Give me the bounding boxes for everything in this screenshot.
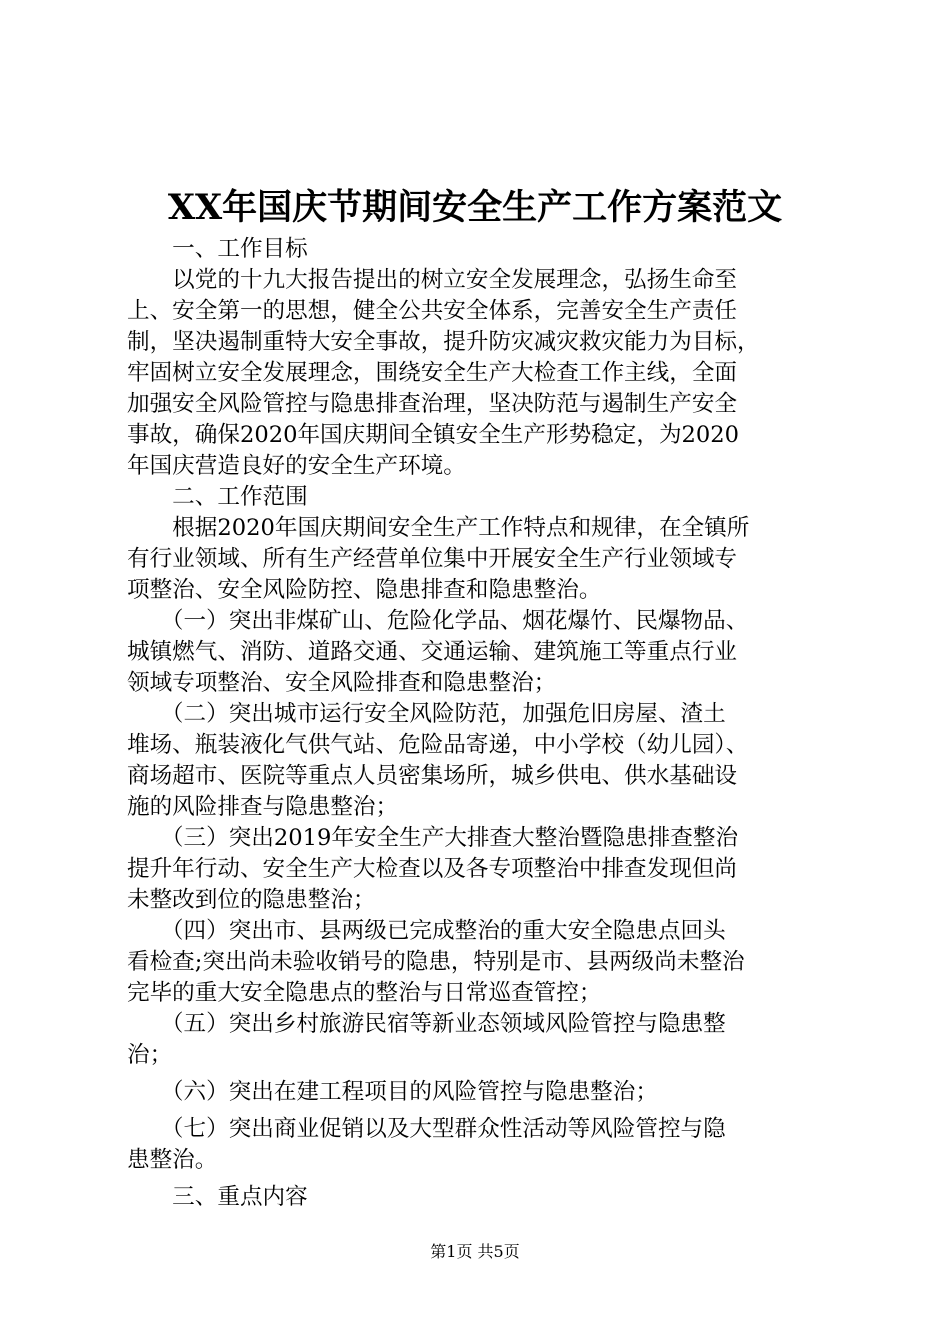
- list-item-line: （三）突出2019年安全生产大排查大整治暨隐患排查整治: [127, 825, 739, 851]
- paragraph-line: 牢固树立安全发展理念，围绕安全生产大检查工作主线，全面: [127, 360, 738, 386]
- paragraph-line: 以党的十九大报告提出的树立安全发展理念，弘扬生命至: [127, 267, 738, 293]
- section-heading-2: 二、工作范围: [127, 484, 308, 510]
- paragraph-line: 年国庆营造良好的安全生产环境。: [127, 453, 466, 479]
- list-item-line: 看检查;突出尚未验收销号的隐患，特别是市、县两级尚未整治: [127, 949, 745, 975]
- list-item-line: （七）突出商业促销以及大型群众性活动等风险管控与隐: [127, 1116, 726, 1142]
- page-footer: 第1页 共5页: [430, 1242, 520, 1261]
- list-item-line: （六）突出在建工程项目的风险管控与隐患整治；: [127, 1079, 658, 1105]
- list-item-line: （四）突出市、县两级已完成整治的重大安全隐患点回头: [127, 918, 726, 944]
- list-item-line: 领域专项整治、安全风险排查和隐患整治；: [127, 670, 557, 696]
- list-item-line: （五）突出乡村旅游民宿等新业态领域风险管控与隐患整: [127, 1011, 726, 1037]
- list-item-line: （一）突出非煤矿山、危险化学品、烟花爆竹、民爆物品、: [127, 608, 749, 634]
- paragraph-line: 有行业领域、所有生产经营单位集中开展安全生产行业领域专: [127, 546, 738, 572]
- list-item-line: 未整改到位的隐患整治；: [127, 887, 376, 913]
- paragraph-line: 上、安全第一的思想，健全公共安全体系，完善安全生产责任: [127, 298, 738, 324]
- list-item-line: 施的风险排查与隐患整治；: [127, 794, 399, 820]
- document-title: XX年国庆节期间安全生产工作方案范文: [167, 187, 783, 228]
- list-item-line: 完毕的重大安全隐患点的整治与日常巡查管控；: [127, 980, 602, 1006]
- paragraph-line: 事故，确保2020年国庆期间全镇安全生产形势稳定，为2020: [127, 422, 740, 448]
- list-item-line: （二）突出城市运行安全风险防范，加强危旧房屋、渣土: [127, 701, 726, 727]
- list-item-line: 城镇燃气、消防、道路交通、交通运输、建筑施工等重点行业: [127, 639, 738, 665]
- paragraph-line: 加强安全风险管控与隐患排查治理，坚决防范与遏制生产安全: [127, 391, 738, 417]
- list-item-line: 患整治。: [127, 1147, 218, 1173]
- document-body: [127, 234, 831, 1213]
- list-item-line: 治；: [127, 1042, 173, 1068]
- list-item-line: 商场超市、医院等重点人员密集场所，城乡供电、供水基础设: [127, 763, 738, 789]
- paragraph-line: 项整治、安全风险防控、隐患排查和隐患整治。: [127, 577, 602, 603]
- list-item-line: 提升年行动、安全生产大检查以及各专项整治中排查发现但尚: [127, 856, 738, 882]
- section-heading-1: 一、工作目标: [127, 236, 308, 262]
- list-item-line: 堆场、瓶装液化气供气站、危险品寄递，中小学校（幼儿园）、: [127, 732, 749, 758]
- paragraph-line: 制，坚决遏制重特大安全事故，提升防灾减灾救灾能力为目标，: [127, 329, 760, 355]
- paragraph-line: 根据2020年国庆期间安全生产工作特点和规律，在全镇所: [127, 515, 750, 541]
- section-heading-3: 三、重点内容: [127, 1184, 308, 1210]
